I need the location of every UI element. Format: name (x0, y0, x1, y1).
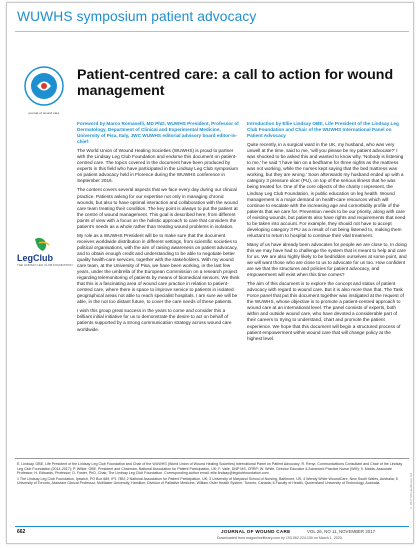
foreword-lead: Foreword by Marco Romanelli, MD PhD, WUWHS President, Professor of Dermatology, Department of Clinical and Experimental Medicine, University of Pisa, Italy, JWC WUWHS editorial advisory board editor-in-chief: (77, 121, 239, 145)
issue-info: VOL 26, NO 11, NOVEMBER 2017 (307, 529, 376, 534)
introduction-lead: Introduction by Ellie Lindsay OBE, Life President of the Lindsay Leg Club Foundation and Chair of the WUWHS International Panel on Patient Advocacy (247, 121, 399, 139)
author-affiliations: 1 The Lindsay Leg Club Foundation, Ipswich, PO Box 689, IP1 7BN; 2 National Association for Patient Participation, UK; 3 University of Maryland School of Nursing, Baltimore, US; 4 Wendy White WoundCare, New South Wales, Australia; 5 University of Toronto, Assistant Clinical Professor, McMaster University, Hamilton; Division of Palliative Medicine, William Osler Health System, Toronto, Canada; 6 Faculty of Health, Queensland University of Technology, Australia. (17, 476, 398, 486)
introduction-paragraph-2: Many of us have already been advocates for people we are close to. In doing this we may have had to challenge the system that is meant to help and care for us. We are also highly likely to be bedridden ourselves at some point, and we will want those who are close to us to advocate for us too. How confident are we that the structures and policies for patient advocacy, and empowerment will exist when this time comes? (247, 241, 407, 278)
page-number: 662 (17, 529, 26, 535)
section-header: WUWHS symposium patient advocacy (17, 9, 257, 24)
legclub-caption: THE LINDSAY LEG CLUB FOUNDATION (17, 263, 73, 267)
journal-logo-caption: journal of wound care (28, 111, 60, 115)
header-divider (15, 31, 409, 32)
journal-name: JOURNAL OF WOUND CARE (221, 529, 291, 534)
footnote-divider (15, 458, 409, 459)
foreword-paragraph-1: The World Union of Wound Healing Societies (WUWHS) is proud to partner with the Lindsay Leg Club Foundation and endorse this document on patient-centred care. The topics covered in the document have been produced by experts in this field who have participated in the Lindsay Leg Club symposium on patient advocacy held in Florence during the WUWHS conference in September 2016. (77, 148, 239, 184)
foreword-paragraph-4: I wish this group great success in the years to come and consider this a brilliant initial initiative for us to demonstrate the desire to act on behalf of patients supported by a strong communication strategy across wound care worldwide. (77, 308, 232, 332)
footnotes (17, 462, 407, 487)
copyright-notice: © 2017 MA Healthcare Ltd (409, 473, 413, 511)
document-page (6, 2, 414, 544)
author-credits: E. Lindsay, OBE, Life President of the Lindsay Leg Club Foundation and Chair of the WUWHS (World Union of Wound Healing Societies) International Panel on Patient Advocacy; R. Renyi, Communications Consultant and Chair of the Lindsay Leg Club Foundation (2014-2017); P. Wilkie, OBE, President and Chairman, National Association for Patient Participation, UK; F. Valle, DNP MS, CRRP; W. White, Director Educator & Advanced Practice Nurse (WM); V. Maida, Associate Professor; H. Edwards, Professor; D. Foster, PhD, Chair, The Lindsay Leg Club Foundation. Corresponding author email: ellie.lindsay@legclubfoundation.com (17, 462, 403, 476)
journal-of-wound-care-logo (23, 65, 65, 107)
foreword-paragraph-2: The content covers several aspects that we face every day during our clinical practice. Patients asking for our expertise not only in managing chronic wounds, but also to have optimal interaction and collaboration with the wound care team treating their condition. The key point is always to put the patient at the centre of wound management. This goal is described here, from different points of view with a focus on the holistic approach to care that considers the patient's needs as a whole rather than treating wound problems in isolation. (77, 187, 238, 229)
legclub-name: LegClub (17, 253, 53, 263)
footer-divider (15, 526, 409, 527)
introduction-paragraph-1: Quite recently, in a surgical ward in the UK, my husband, who was very unwell at the time, said to me, 'will you please be my patient advocate?' I was shocked to be asked this and wanted to know why. 'Nobody is listening to me,' he said 'I have lain on a bedframe for three nights as the mattress was not working, while the nurses kept saying that the bed mattress was working, but they are wrong.' Soon afterwards my husband ended up with a category 3 pressure ulcer (PU), on top of the serious illness that he was being treated for. One of the core objects of the charity I represent, the Lindsay Leg Club Foundation, is public education on leg health. Wound management is a major demand on health-care resources which will continue to escalate with the increasing age and comorbidity profile of the patients that we care for. Prevention needs to be our priority, along with care of existing wounds, but patients also have rights and requirements that need to be taken into account. For example, they should not have to accept developing category 3 PU as a result of not being listened to, making them reluctant to return to hospital to continue their vital treatment. (247, 142, 406, 238)
left-column (77, 121, 241, 336)
download-notice: Downloaded from magonlinelibrary.com by 193.062.224.150 on March 1, 2020. (217, 536, 343, 540)
foreword-paragraph-3: My role as a WUWHS President will be to make sure that the document receives worldwide distribution in different settings, from scientific societies to political organisations, with the aim of raising awareness on patient advocacy, and to obtain enough credit and understanding to be able to negotiate better quality health-care services, together with the stakeholders. With my wound care team, at the University of Pisa, we have been working, in the last few years, under the umbrella of the European Commission on a research project regarding telemonitoring of patients by means of biomedical sensors. We think that this is a fascinating area of wound care practice in relation to patient-centred care, where there is space to improve service to patients in isolated geographical areas not able to reach specialist hospitals. I am sure we will be able, in the not too distant future, to cover the care needs of these patients. (77, 232, 240, 305)
right-column (247, 121, 407, 345)
introduction-paragraph-3: The aim of this document is to explore the concept and status of patient advocacy with regard to wound care. But it is also more than that. The Task Force panel that put this document together was instigated at the request of the WUWHS, whose objective is to promote a patient-centred approach to wound care at an international level. The panel consists of experts, both within and outside wound care, who have devoted a considerable part of their careers to trying to understand, chart and promote the patient experience. We hope that this document will begin a structured process of patient empowerment within wound care that will change policy at the highest level. (247, 281, 404, 341)
article-title: Patient-centred care: a call to action for wound management (77, 67, 394, 99)
